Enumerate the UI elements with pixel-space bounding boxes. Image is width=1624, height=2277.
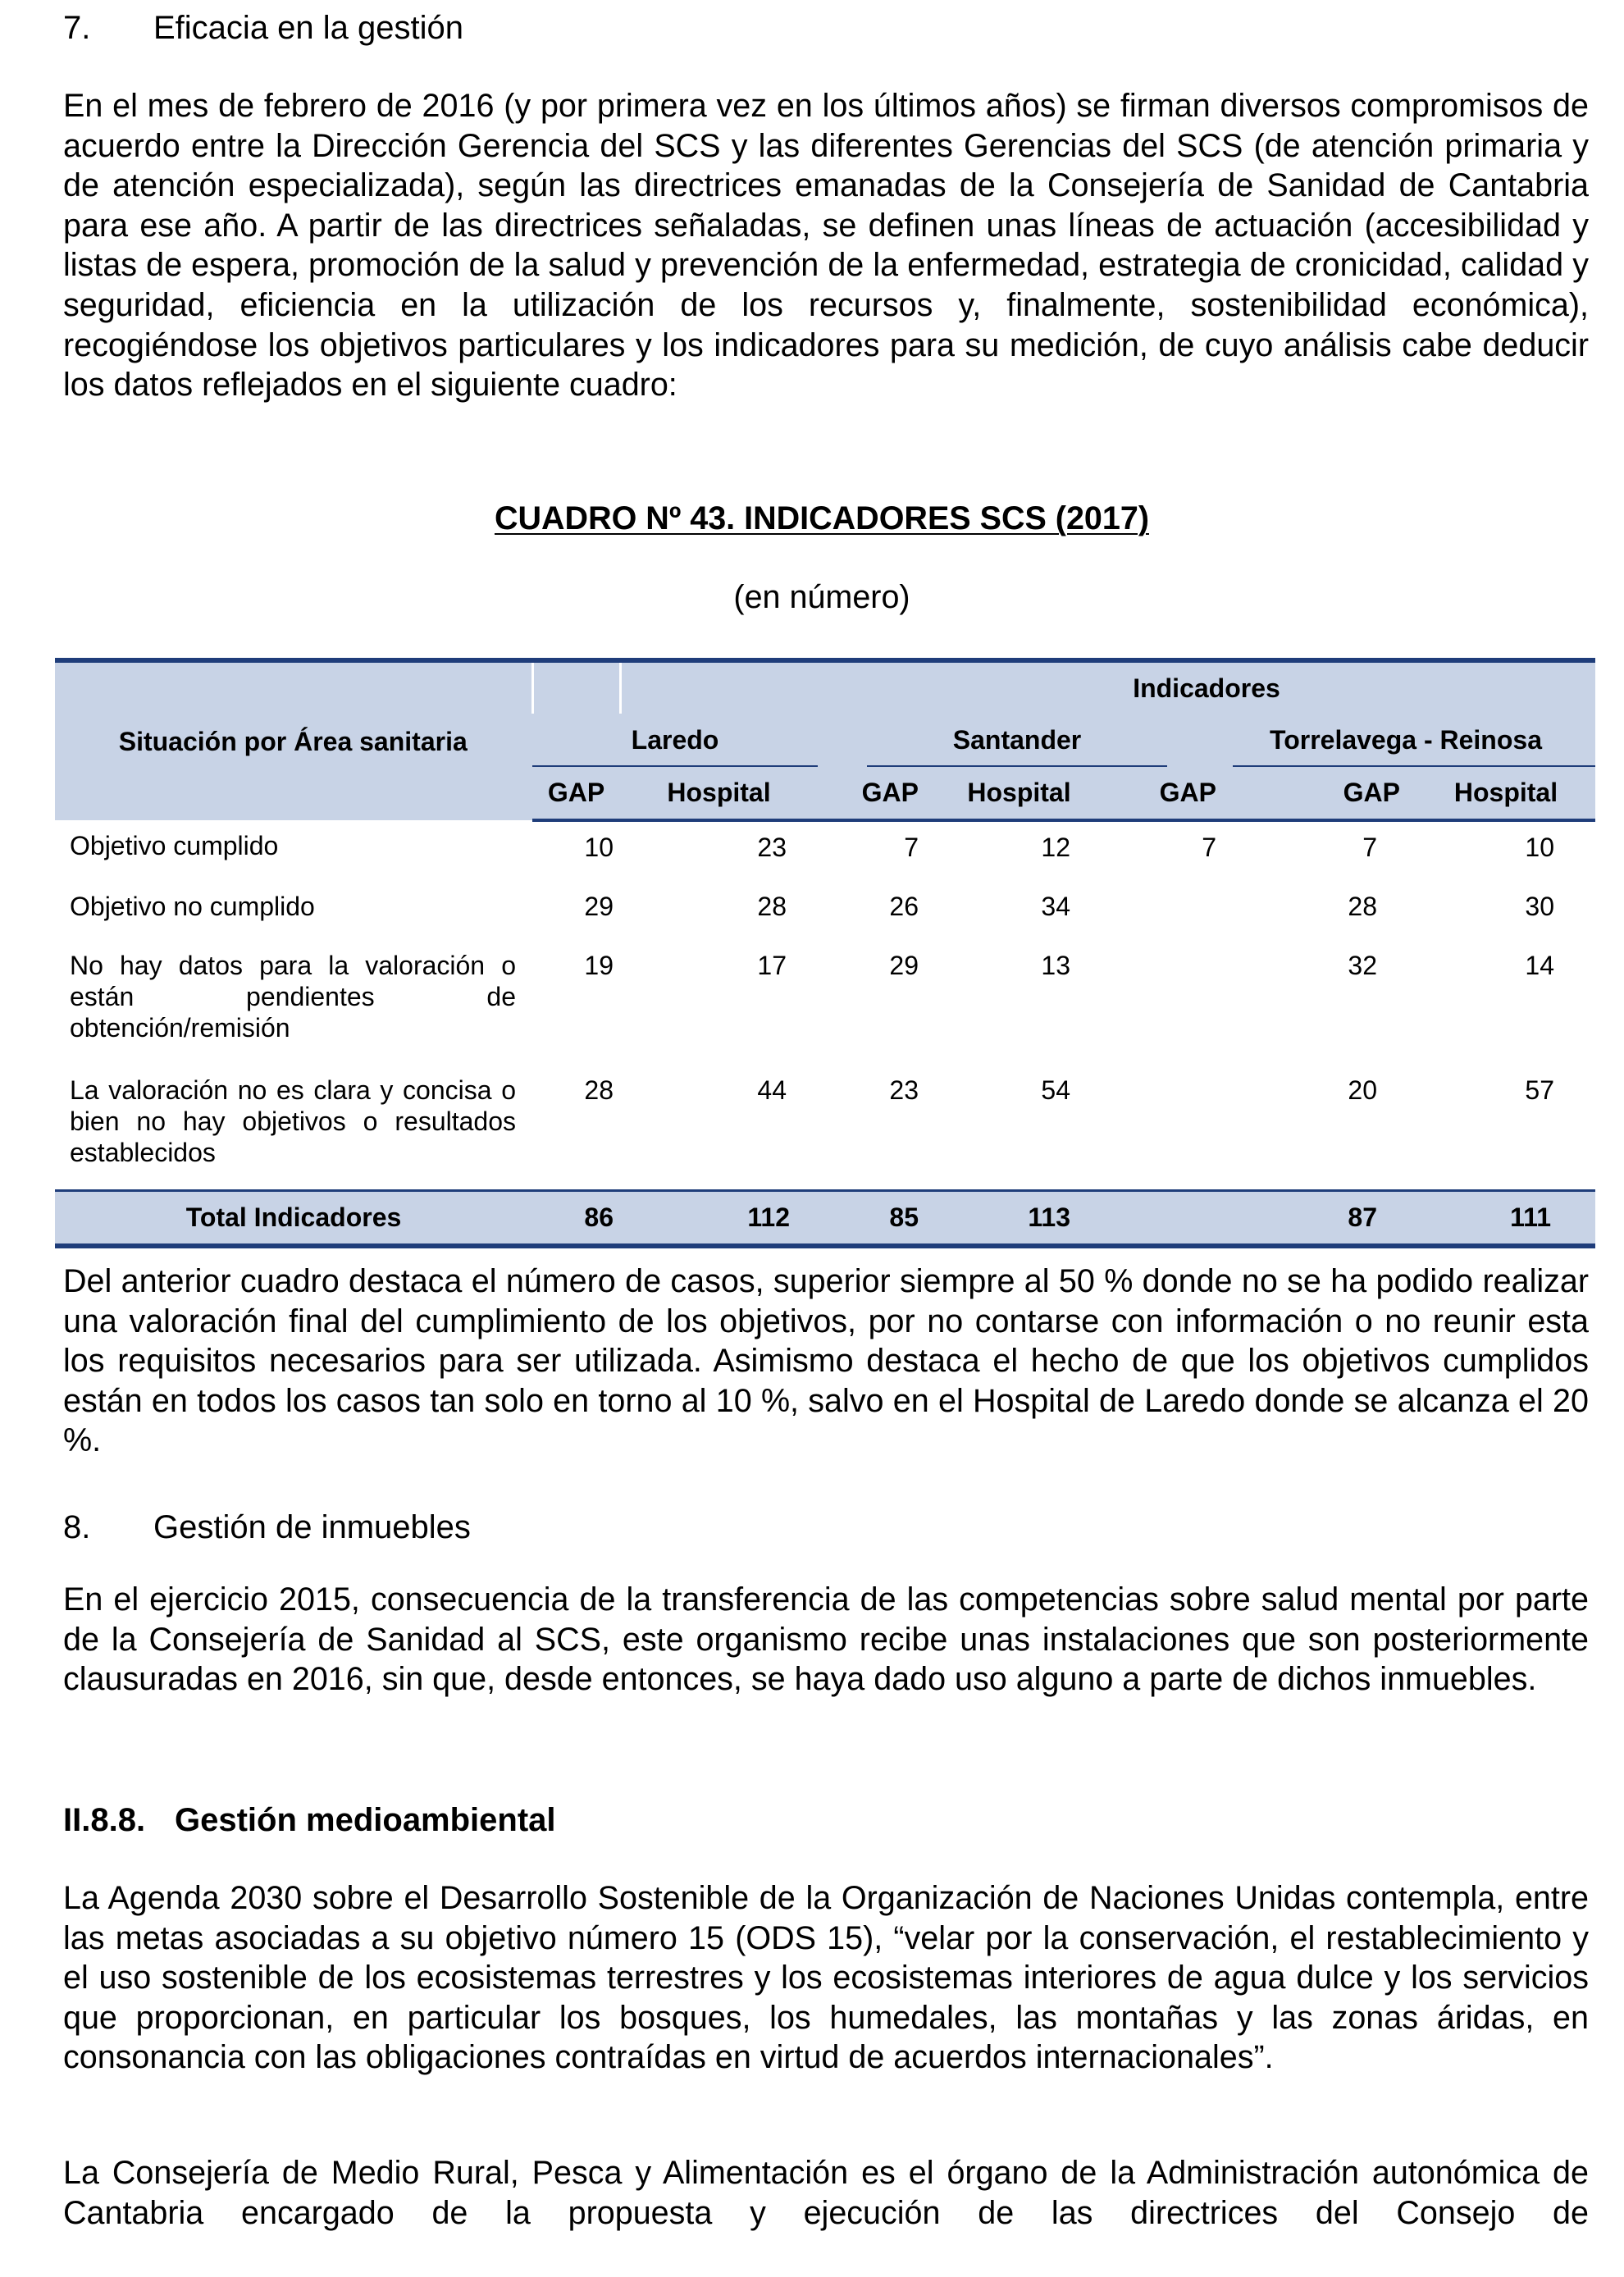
section-ii-body-1 — [63, 1878, 1589, 2078]
table-row — [55, 883, 1595, 942]
section-number: 7. — [63, 10, 91, 46]
section-ii-heading — [63, 1800, 556, 1840]
cell-value: 7 — [904, 833, 919, 862]
cell-value: 29 — [889, 951, 919, 980]
area-header-torrelavega — [1216, 714, 1595, 767]
header-row — [55, 660, 1595, 714]
paragraph: Del anterior cuadro destaca el número de casos, superior siempre al 50 % donde no se ha podido realizar una valoración final del cumplimiento de los objetivos, por no contarse con información o no reunir esta los requisitos necesarios para ser utilizada. Asimismo destaca el hecho de que los objetivos cumplidos están en todos los casos tan solo en torno al 10 %, salvo en el Hospital de Laredo donde se alcanza el 20 %. — [63, 1263, 1589, 1459]
header-spacer — [620, 660, 818, 714]
total-value: 86 — [532, 1191, 620, 1247]
cell-value: 12 — [1041, 833, 1070, 862]
col-hospital: Hospital — [1416, 767, 1595, 820]
table-row — [55, 1066, 1595, 1191]
cell-value: 28 — [584, 1075, 614, 1105]
row-label: La valoración no es clara y concisa o bien no hay objetivos o resultados establecidos — [70, 1075, 516, 1167]
total-label: Total Indicadores — [55, 1191, 532, 1247]
cell-value: 57 — [1525, 1075, 1554, 1105]
cell-value — [1120, 883, 1216, 942]
section-title: Gestión de inmuebles — [153, 1509, 471, 1545]
cell-value: 34 — [1041, 892, 1070, 921]
col-gap: GAP — [818, 767, 919, 820]
section-number: 8. — [63, 1509, 91, 1545]
cell-value: 20 — [1348, 1075, 1377, 1105]
col-gap: GAP — [532, 767, 620, 820]
after-table-body — [63, 1262, 1589, 1461]
paragraph: La Agenda 2030 sobre el Desarrollo Sostenible de la Organización de Naciones Unidas contempla, entre las metas asociadas a su objetivo número 15 (ODS 15), “velar por la conservación, el restablecimiento y el uso sostenible de los ecosistemas terrestres y los ecosistemas interiores de agua dulce y los servicios que proporcionan, en particular los bosques, los humedales, las montañas y las zonas áridas, en consonancia con las obligaciones contraídas en virtud de acuerdos internacionales”. — [63, 1880, 1589, 2076]
total-value: 85 — [818, 1191, 919, 1247]
row-label: Objetivo no cumplido — [70, 892, 315, 921]
table-title: CUADRO Nº 43. INDICADORES SCS (2017) — [494, 500, 1149, 536]
cell-value: 19 — [584, 951, 614, 980]
cell-value: 10 — [1525, 833, 1554, 862]
total-value: 111 — [1416, 1191, 1595, 1247]
paragraph: En el mes de febrero de 2016 (y por primera vez en los últimos años) se firman diversos compromisos de acuerdo entre la Dirección Gerencia del SCS y las diferentes Gerencias del SCS (de atención primaria y de atención especializada), según las directrices emanadas de la Consejería de Sanidad de Cantabria para ese año. A partir de las directrices señaladas, se definen unas líneas de actuación (accesibilidad y listas de espera, promoción de la salud y prevención de la enfermedad, estrategia de cronicidad, calidad y seguridad, eficiencia en la utilización de los recursos y, finalmente, sostenibilidad económica), recogiéndose los objetivos particulares y los indicadores para su medición, de cuyo análisis cabe deducir los datos reflejados en el siguiente cuadro: — [63, 88, 1589, 404]
section-number: II.8.8. — [63, 1802, 146, 1838]
indicators-table — [55, 658, 1595, 1248]
total-value: 113 — [919, 1191, 1120, 1247]
paragraph: La Consejería de Medio Rural, Pesca y Alimentación es el órgano de la Administración autonómica de Cantabria encargado de la propuesta y ejecución de las directrices del Consejo de — [63, 2155, 1589, 2231]
col-hospital: Hospital — [919, 767, 1120, 820]
col-gap: GAP — [1216, 767, 1416, 820]
total-value: 112 — [620, 1191, 818, 1247]
cell-value: 44 — [757, 1075, 787, 1105]
section-8-heading — [63, 1508, 471, 1547]
cell-value: 7 — [1362, 833, 1377, 862]
section-title: Gestión medioambiental — [175, 1802, 556, 1838]
section-8-body — [63, 1580, 1589, 1700]
cell-value: 29 — [584, 892, 614, 921]
total-value: 87 — [1216, 1191, 1416, 1247]
paragraph: En el ejercicio 2015, consecuencia de la transferencia de las competencias sobre salud mental por parte de la Consejería de Sanidad al SCS, este organismo recibe unas instalaciones que son posteriormente clausuradas en 2016, sin que, desde entonces, se haya dado uso alguno a parte de dichos inmuebles. — [63, 1581, 1589, 1698]
cell-value — [1120, 942, 1216, 1066]
row-header: Situación por Área sanitaria — [55, 660, 532, 820]
cell-value: 14 — [1525, 951, 1554, 980]
cell-value: 23 — [757, 833, 787, 862]
col-hospital: Hospital — [620, 767, 818, 820]
total-row — [55, 1191, 1595, 1247]
area-label: Torrelavega - Reinosa — [1270, 725, 1542, 755]
area-label: Santander — [952, 725, 1082, 755]
cell-value: 26 — [889, 892, 919, 921]
cell-value: 28 — [757, 892, 787, 921]
cell-value: 23 — [889, 1075, 919, 1105]
total-value — [1120, 1191, 1216, 1247]
cell-value: 32 — [1348, 951, 1377, 980]
section-ii-body-2 — [63, 2153, 1589, 2233]
col-gap: GAP — [1120, 767, 1216, 820]
cell-value: 13 — [1041, 951, 1070, 980]
section-title: Eficacia en la gestión — [153, 10, 464, 46]
table-row — [55, 820, 1595, 883]
area-label: Laredo — [631, 725, 719, 755]
row-label: No hay datos para la valoración o están pendientes de obtención/remisión — [70, 951, 516, 1043]
indicators-header: Indicadores — [818, 660, 1595, 714]
cell-value: 10 — [584, 833, 614, 862]
row-label: Objetivo cumplido — [70, 831, 279, 860]
section-7-body — [63, 86, 1589, 405]
cell-value: 17 — [757, 951, 787, 980]
cell-value — [1120, 1066, 1216, 1191]
area-header-santander — [818, 714, 1216, 767]
cell-value: 7 — [1202, 833, 1216, 862]
cell-value: 28 — [1348, 892, 1377, 921]
cell-value: 54 — [1041, 1075, 1070, 1105]
section-7-heading — [63, 8, 463, 48]
table-row — [55, 942, 1595, 1066]
area-header-laredo — [532, 714, 818, 767]
header-spacer — [532, 660, 620, 714]
table-subtitle: (en número) — [733, 579, 910, 615]
cell-value: 30 — [1525, 892, 1554, 921]
